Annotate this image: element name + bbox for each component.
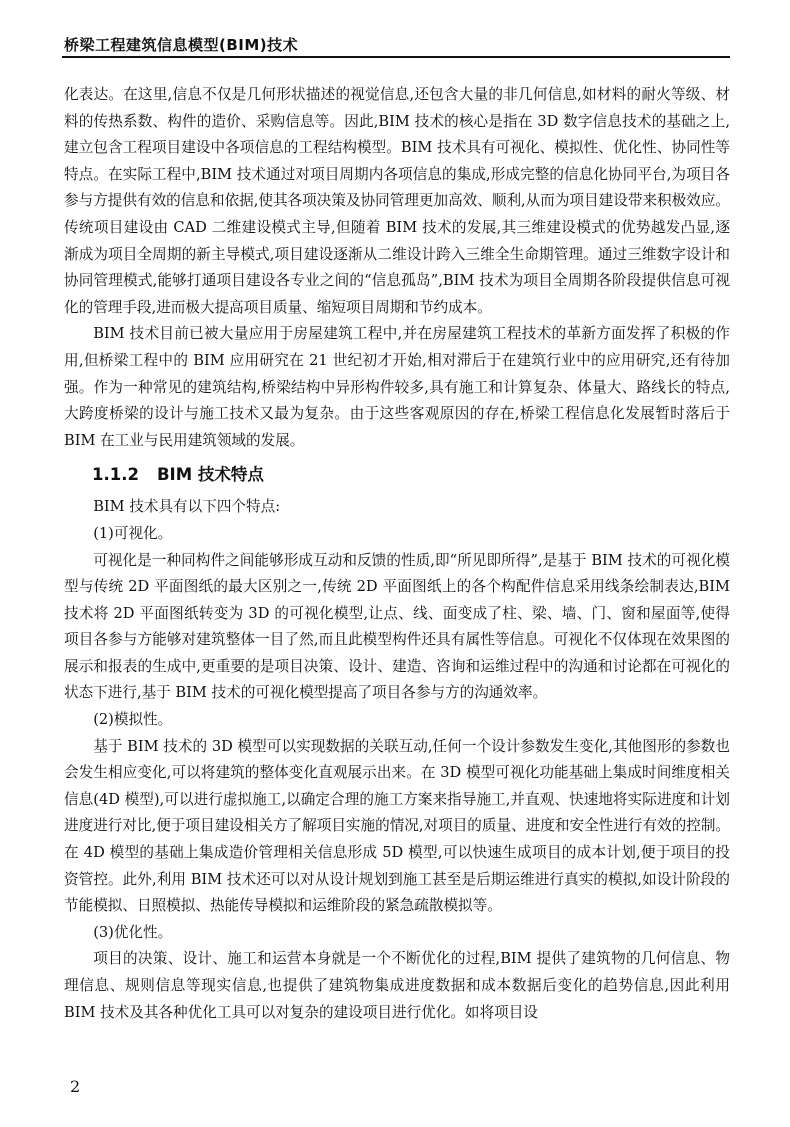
item-heading-optimization: (3)优化性。	[93, 923, 173, 941]
section-intro: BIM 技术具有以下四个特点:	[93, 498, 281, 516]
paragraph-bim-application: BIM 技术目前已被大量应用于房屋建筑工程中,并在房屋建筑工程技术的革新方面发挥了积极的作用,但桥梁工程中的 BIM 应用研究在 21 世纪初才开始,相对滞后于在建筑行业中的应用研究,还有待加强。作为一种常见的建筑结构,桥梁结构中异形构件较多,具有施工和计算复杂、体量大、路线长的特点,大跨度桥梁的设计与施工技术又最为复杂。由于这些客观原因的存在,桥梁工程信息化发展暂时落后于 BIM 在工业与民用建筑领域的发展。	[64, 325, 730, 449]
section-heading	[64, 462, 730, 488]
body-text	[64, 82, 730, 1026]
running-header: 桥梁工程建筑信息模型(BIM)技术	[64, 36, 299, 54]
item-text-visualization: 可视化是一种同构件之间能够形成互动和反馈的性质,即“所见即所得”,是基于 BIM 技术的可视化模型与传统 2D 平面图纸的最大区别之一,传统 2D 平面图纸上的各个构配件信息采用线条绘制表达,BIM 技术将 2D 平面图纸转变为 3D 的可视化模型,让点、线、面变成了柱、梁、墙、门、窗和屋面等,使得项目各参与方能够对建筑整体一目了然,而且此模型构件还具有属性等信息。可视化不仅体现在效果图的展示和报表的生成中,更重要的是项目决策、设计、建造、咨询和运维过程中的沟通和讨论都在可视化的状态下进行,基于 BIM 技术的可视化模型提高了项目各参与方的沟通效率。	[64, 551, 730, 702]
paragraph-continued: 化表达。在这里,信息不仅是几何形状描述的视觉信息,还包含大量的非几何信息,如材料的耐火等级、材料的传热系数、构件的造价、采购信息等。因此,BIM 技术的核心是指在 3D 数字信息技术的基础之上,建立包含工程项目建设中各项信息的工程结构模型。BIM 技术具有可视化、模拟性、优化性、协同性等特点。在实际工程中,BIM 技术通过对项目周期内各项信息的集成,形成完整的信息化协同平台,为项目各参与方提供有效的信息和依据,使其各项决策及协同管理更加高效、顺利,从而为项目建设带来积极效应。传统项目建设由 CAD 二维建设模式主导,但随着 BIM 技术的发展,其三维建设模式的优势越发凸显,逐渐成为项目全周期的新主导模式,项目建设逐渐从二维设计跨入三维全生命期管理。通过三维数字设计和协同管理模式,能够打通项目建设各专业之间的“信息孤岛”,BIM 技术为项目全周期各阶段提供信息可视化的管理手段,进而极大提高项目质量、缩短项目周期和节约成本。	[64, 86, 731, 316]
item-heading-simulation: (2)模拟性。	[93, 711, 173, 729]
header-rule	[62, 56, 730, 58]
page-number: 2	[70, 1077, 81, 1096]
item-text-simulation: 基于 BIM 技术的 3D 模型可以实现数据的关联互动,任何一个设计参数发生变化,其他图形的参数也会发生相应变化,可以将建筑的整体变化直观展示出来。在 3D 模型可视化功能基础上集成时间维度相关信息(4D 模型),可以进行虚拟施工,以确定合理的施工方案来指导施工,并直观、快速地将实际进度和计划进度进行对比,便于项目建设相关方了解项目实施的情况,对项目的质量、进度和安全性进行有效的控制。在 4D 模型的基础上集成造价管理相关信息形成 5D 模型,可以快速生成项目的成本计划,便于项目的投资管控。此外,利用 BIM 技术还可以对从设计规划到施工甚至是后期运维进行真实的模拟,如设计阶段的节能模拟、日照模拟、热能传导模拟和运维阶段的紧急疏散模拟等。	[64, 737, 731, 915]
item-text-optimization: 项目的决策、设计、施工和运营本身就是一个不断优化的过程,BIM 提供了建筑物的几何信息、物理信息、规则信息等现实信息,也提供了建筑物集成进度数据和成本数据后变化的趋势信息,因此利用 BIM 技术及其各种优化工具可以对复杂的建设项目进行优化。如将项目设	[64, 950, 730, 1021]
item-heading-visualization: (1)可视化。	[93, 524, 173, 542]
section-number: 1.1.2	[92, 465, 139, 485]
section-title: BIM 技术特点	[156, 465, 264, 485]
